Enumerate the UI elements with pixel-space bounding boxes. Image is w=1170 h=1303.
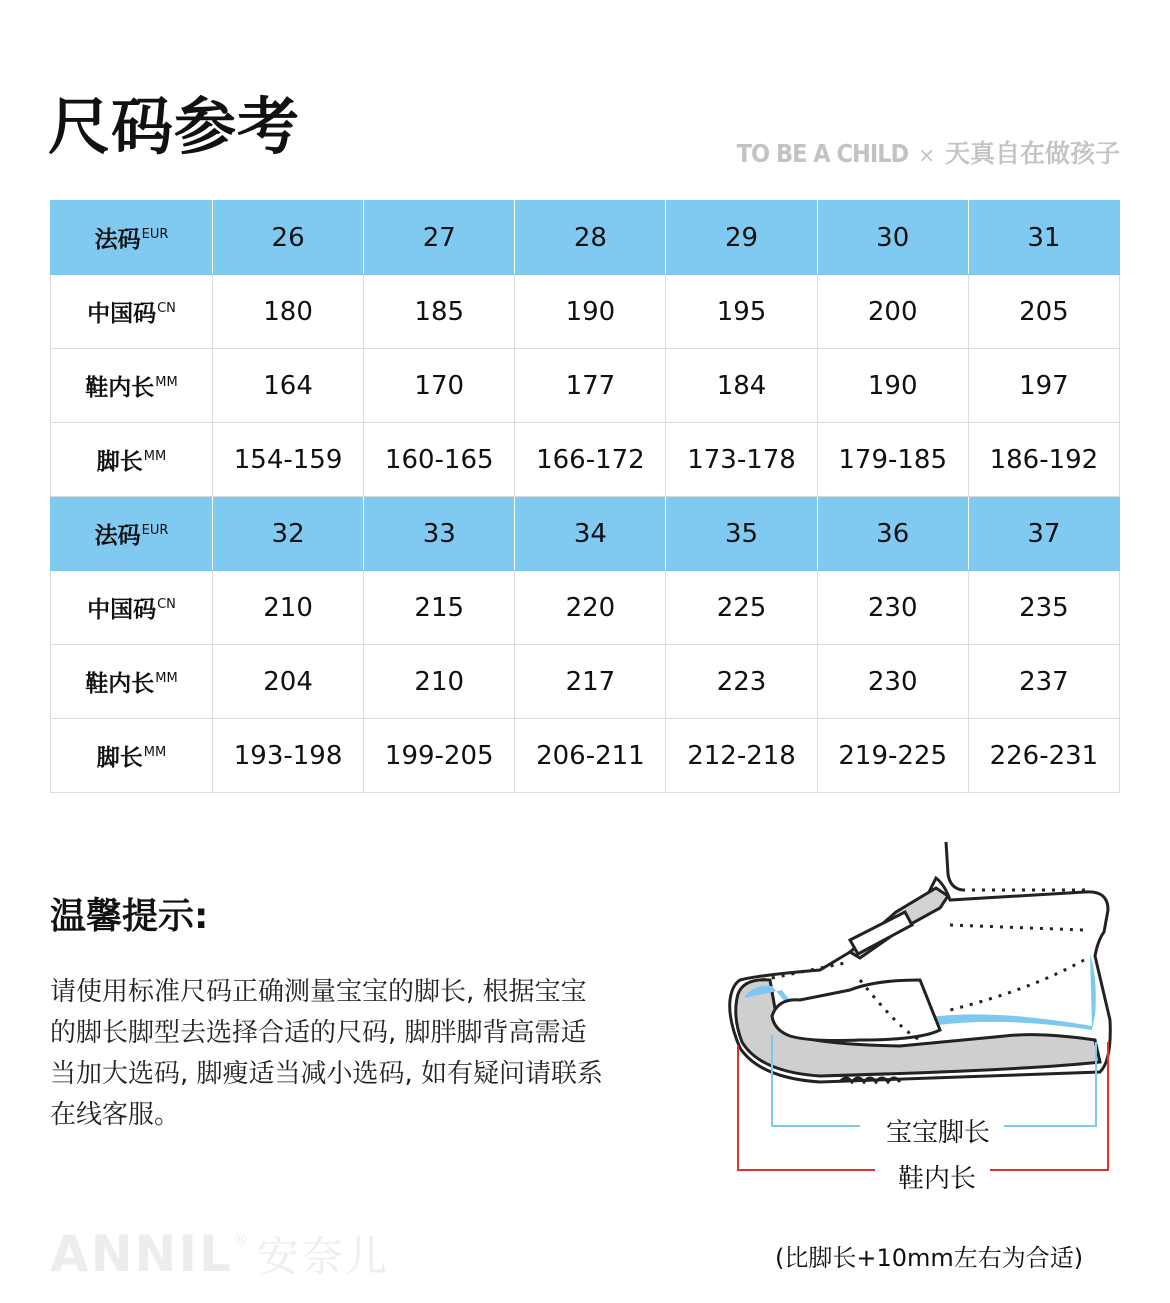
inner-cell: 210 bbox=[364, 645, 515, 719]
inner-row bbox=[51, 645, 1120, 719]
eur-cell: 30 bbox=[817, 201, 968, 275]
cn-cell: 180 bbox=[213, 275, 364, 349]
eur-cell: 37 bbox=[968, 497, 1119, 571]
cn-cell: 230 bbox=[817, 571, 968, 645]
cn-cell: 185 bbox=[364, 275, 515, 349]
tips-title: 温馨提示: bbox=[50, 896, 209, 937]
inner-cell: 230 bbox=[817, 645, 968, 719]
eur-cell: 33 bbox=[364, 497, 515, 571]
inner-cell: 204 bbox=[213, 645, 364, 719]
foot-cell: 154-159 bbox=[213, 423, 364, 497]
inner-row bbox=[51, 349, 1120, 423]
slogan bbox=[737, 134, 1120, 170]
slogan-cn: 天真自在做孩子 bbox=[944, 139, 1120, 168]
foot-cell: 160-165 bbox=[364, 423, 515, 497]
eur-cell: 31 bbox=[968, 201, 1119, 275]
cn-label: 中国码$^{CN}$ bbox=[51, 571, 213, 645]
eur-cell: 29 bbox=[666, 201, 817, 275]
inner-cell: 217 bbox=[515, 645, 666, 719]
cn-cell: 210 bbox=[213, 571, 364, 645]
inner-cell: 170 bbox=[364, 349, 515, 423]
slogan-en: TO BE A CHILD bbox=[736, 139, 909, 168]
inner-cell: 184 bbox=[666, 349, 817, 423]
foot-row bbox=[51, 719, 1120, 793]
eur-cell: 27 bbox=[364, 201, 515, 275]
foot-label: 脚长$^{MM}$ bbox=[51, 423, 213, 497]
cn-cell: 215 bbox=[364, 571, 515, 645]
foot-cell: 179-185 bbox=[817, 423, 968, 497]
cn-row bbox=[51, 571, 1120, 645]
eur-cell: 32 bbox=[213, 497, 364, 571]
inner-cell: 177 bbox=[515, 349, 666, 423]
brand-name-cn: 安奈儿 bbox=[256, 1232, 389, 1281]
foot-cell: 199-205 bbox=[364, 719, 515, 793]
eur-label: 法码$^{EUR}$ bbox=[51, 497, 213, 571]
cn-cell: 190 bbox=[515, 275, 666, 349]
eur-label: 法码$^{EUR}$ bbox=[51, 201, 213, 275]
foot-cell: 219-225 bbox=[817, 719, 968, 793]
registered-mark: ® bbox=[232, 1230, 251, 1249]
foot-cell: 186-192 bbox=[968, 423, 1119, 497]
cn-label: 中国码$^{CN}$ bbox=[51, 275, 213, 349]
eur-row bbox=[51, 497, 1120, 571]
brand-watermark bbox=[50, 1224, 389, 1284]
inner-cell: 223 bbox=[666, 645, 817, 719]
inner-cell: 197 bbox=[968, 349, 1119, 423]
eur-cell: 26 bbox=[213, 201, 364, 275]
cn-cell: 200 bbox=[817, 275, 968, 349]
inner-label: 鞋内长$^{MM}$ bbox=[51, 349, 213, 423]
size-table bbox=[50, 200, 1120, 793]
eur-cell: 35 bbox=[666, 497, 817, 571]
eur-cell: 36 bbox=[817, 497, 968, 571]
cn-row bbox=[51, 275, 1120, 349]
page-title: 尺码参考 bbox=[48, 90, 301, 163]
cn-cell: 205 bbox=[968, 275, 1119, 349]
foot-cell: 212-218 bbox=[666, 719, 817, 793]
foot-cell: 206-211 bbox=[515, 719, 666, 793]
inner-length-label: 鞋内长 bbox=[884, 1158, 990, 1195]
foot-cell: 226-231 bbox=[968, 719, 1119, 793]
size-note: (比脚长+10mm左右为合适) bbox=[775, 1244, 1084, 1272]
cn-cell: 225 bbox=[666, 571, 817, 645]
foot-label: 脚长$^{MM}$ bbox=[51, 719, 213, 793]
inner-cell: 164 bbox=[213, 349, 364, 423]
cn-cell: 220 bbox=[515, 571, 666, 645]
brand-name-en: ANNIL bbox=[50, 1225, 233, 1283]
inner-cell: 190 bbox=[817, 349, 968, 423]
eur-cell: 28 bbox=[515, 201, 666, 275]
foot-cell: 173-178 bbox=[666, 423, 817, 497]
eur-row bbox=[51, 201, 1120, 275]
inner-cell: 237 bbox=[968, 645, 1119, 719]
cn-cell: 195 bbox=[666, 275, 817, 349]
foot-length-label: 宝宝脚长 bbox=[872, 1112, 1004, 1149]
foot-row bbox=[51, 423, 1120, 497]
foot-cell: 193-198 bbox=[213, 719, 364, 793]
inner-label: 鞋内长$^{MM}$ bbox=[51, 645, 213, 719]
eur-cell: 34 bbox=[515, 497, 666, 571]
slogan-separator: × bbox=[918, 143, 935, 167]
tips-body: 请使用标准尺码正确测量宝宝的脚长, 根据宝宝的脚长脚型去选择合适的尺码, 脚胖脚背高需适当加大选码, 脚瘦适当减小选码, 如有疑问请联系在线客服。 bbox=[50, 977, 604, 1130]
cn-cell: 235 bbox=[968, 571, 1119, 645]
foot-cell: 166-172 bbox=[515, 423, 666, 497]
leg-outline bbox=[946, 842, 962, 890]
